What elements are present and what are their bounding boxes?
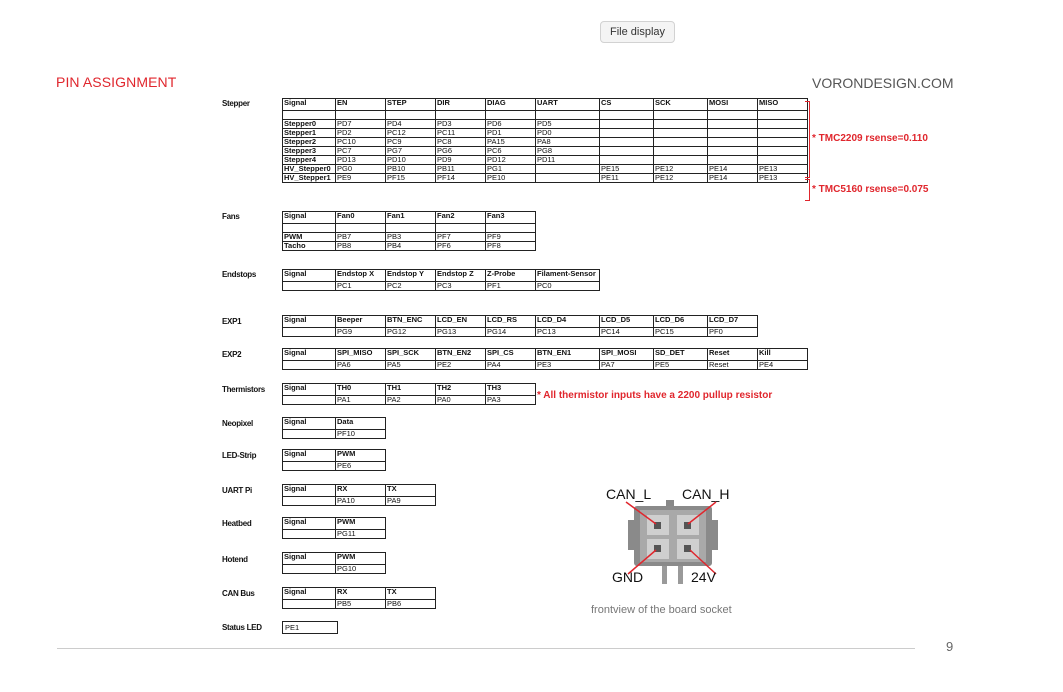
fans-cell: PB8 bbox=[336, 242, 386, 251]
hotend-header-row bbox=[283, 553, 386, 565]
exp2-cell: PA7 bbox=[600, 361, 654, 370]
ledstrip-row bbox=[283, 462, 386, 471]
stepper-cell bbox=[708, 156, 758, 165]
stepper-cell: PD2 bbox=[336, 129, 386, 138]
stepper-cell bbox=[758, 129, 808, 138]
gnd-label: GND bbox=[612, 569, 644, 585]
fans-cell: Tacho bbox=[283, 242, 336, 251]
fans-cell: PF8 bbox=[486, 242, 536, 251]
page-number: 9 bbox=[946, 639, 954, 654]
stepper-cell bbox=[708, 120, 758, 129]
fans-cell: PF7 bbox=[436, 233, 486, 242]
stepper-cell bbox=[708, 138, 758, 147]
exp2-cell: PA4 bbox=[486, 361, 536, 370]
exp1-cell: PG13 bbox=[436, 328, 486, 337]
uartpi-header-cell: Signal bbox=[283, 485, 336, 497]
stepper-cell bbox=[708, 111, 758, 120]
heatbed-row bbox=[283, 530, 386, 539]
stepper-cell bbox=[758, 138, 808, 147]
exp1-header-cell: LCD_D5 bbox=[600, 316, 654, 328]
stepper-cell bbox=[600, 111, 654, 120]
stepper-cell: PF15 bbox=[386, 174, 436, 183]
fans-header-cell: Fan3 bbox=[486, 212, 536, 224]
stepper-cell: PE12 bbox=[654, 165, 708, 174]
statusled-value: PE1 bbox=[282, 621, 338, 634]
thermistors-cell: PA1 bbox=[336, 396, 386, 405]
stepper-cell: PA15 bbox=[486, 138, 536, 147]
stepper-cell: PC7 bbox=[336, 147, 386, 156]
thermistors-header-cell: TH3 bbox=[486, 384, 536, 396]
exp1-header-cell: LCD_D7 bbox=[708, 316, 758, 328]
page-title: PIN ASSIGNMENT bbox=[56, 74, 177, 90]
exp2-row bbox=[283, 361, 808, 370]
exp1-cell: PC15 bbox=[654, 328, 708, 337]
stepper-cell: PE10 bbox=[486, 174, 536, 183]
stepper-label: Stepper bbox=[222, 99, 250, 108]
hotend-label: Hotend bbox=[222, 555, 248, 564]
stepper-cell bbox=[654, 120, 708, 129]
stepper-row bbox=[283, 138, 808, 147]
fans-cell bbox=[436, 224, 486, 233]
endstops-cell: PC3 bbox=[436, 282, 486, 291]
stepper-cell: PD4 bbox=[386, 120, 436, 129]
stepper-cell bbox=[758, 120, 808, 129]
thermistors-cell: PA0 bbox=[436, 396, 486, 405]
stepper-row bbox=[283, 147, 808, 156]
exp1-cell: PF0 bbox=[708, 328, 758, 337]
stepper-cell: PD0 bbox=[536, 129, 600, 138]
stepper-header-row bbox=[283, 99, 808, 111]
stepper-cell: Stepper1 bbox=[283, 129, 336, 138]
canbus-cell bbox=[283, 600, 336, 609]
stepper-header-cell: SCK bbox=[654, 99, 708, 111]
fans-header-cell: Fan2 bbox=[436, 212, 486, 224]
exp1-cell: PG9 bbox=[336, 328, 386, 337]
stepper-cell: PC6 bbox=[486, 147, 536, 156]
thermistors-header-row bbox=[283, 384, 536, 396]
exp1-label: EXP1 bbox=[222, 317, 242, 326]
hotend-header-cell: Signal bbox=[283, 553, 336, 565]
fans-cell: PF9 bbox=[486, 233, 536, 242]
heatbed-header-cell: Signal bbox=[283, 518, 336, 530]
heatbed-header-cell: PWM bbox=[336, 518, 386, 530]
tmc5160-bracket bbox=[805, 179, 810, 201]
endstops-header-cell: Endstop X bbox=[336, 270, 386, 282]
endstops-row bbox=[283, 282, 600, 291]
endstops-header-cell: Z-Probe bbox=[486, 270, 536, 282]
exp2-cell: PE2 bbox=[436, 361, 486, 370]
thermistors-cell: PA3 bbox=[486, 396, 536, 405]
fans-cell bbox=[386, 224, 436, 233]
ledstrip-header-cell: PWM bbox=[336, 450, 386, 462]
endstops-header-cell: Endstop Z bbox=[436, 270, 486, 282]
stepper-cell bbox=[336, 111, 386, 120]
can-connector-diagram bbox=[598, 484, 748, 594]
exp1-cell: PG14 bbox=[486, 328, 536, 337]
stepper-cell bbox=[654, 147, 708, 156]
hotend-cell bbox=[283, 565, 336, 574]
stepper-cell: PA8 bbox=[536, 138, 600, 147]
fans-header-cell: Fan1 bbox=[386, 212, 436, 224]
stepper-cell bbox=[654, 111, 708, 120]
stepper-cell: PE15 bbox=[600, 165, 654, 174]
stepper-cell: Stepper0 bbox=[283, 120, 336, 129]
stepper-table bbox=[282, 98, 808, 183]
stepper-cell: PB11 bbox=[436, 165, 486, 174]
heatbed-cell bbox=[283, 530, 336, 539]
stepper-header-cell: DIAG bbox=[486, 99, 536, 111]
ledstrip-header-row bbox=[283, 450, 386, 462]
thermistors-header-cell: TH1 bbox=[386, 384, 436, 396]
exp1-cell: PC13 bbox=[536, 328, 600, 337]
stepper-cell bbox=[758, 147, 808, 156]
stepper-cell: Stepper2 bbox=[283, 138, 336, 147]
uartpi-table bbox=[282, 484, 436, 506]
heatbed-cell: PG11 bbox=[336, 530, 386, 539]
stepper-row bbox=[283, 120, 808, 129]
fans-cell: PB3 bbox=[386, 233, 436, 242]
stepper-cell bbox=[708, 129, 758, 138]
uartpi-row bbox=[283, 497, 436, 506]
thermistors-header-cell: TH0 bbox=[336, 384, 386, 396]
stepper-cell: HV_Stepper0 bbox=[283, 165, 336, 174]
exp2-header-cell: BTN_EN1 bbox=[536, 349, 600, 361]
neopixel-cell: PF10 bbox=[336, 430, 386, 439]
stepper-cell: PD9 bbox=[436, 156, 486, 165]
canbus-label: CAN Bus bbox=[222, 589, 255, 598]
heatbed-table bbox=[282, 517, 386, 539]
canbus-header-cell: Signal bbox=[283, 588, 336, 600]
thermistors-cell bbox=[283, 396, 336, 405]
exp1-header-cell: Beeper bbox=[336, 316, 386, 328]
exp2-header-cell: SD_DET bbox=[654, 349, 708, 361]
endstops-header-row bbox=[283, 270, 600, 282]
stepper-cell bbox=[758, 111, 808, 120]
uartpi-header-row bbox=[283, 485, 436, 497]
fans-header-cell: Signal bbox=[283, 212, 336, 224]
stepper-header-cell: MOSI bbox=[708, 99, 758, 111]
connector-caption: frontview of the board socket bbox=[591, 604, 732, 616]
stepper-cell bbox=[436, 111, 486, 120]
thermistors-header-cell: Signal bbox=[283, 384, 336, 396]
endstops-cell: PF1 bbox=[486, 282, 536, 291]
endstops-header-cell: Signal bbox=[283, 270, 336, 282]
stepper-cell: PC12 bbox=[386, 129, 436, 138]
stepper-cell bbox=[600, 120, 654, 129]
stepper-cell bbox=[600, 156, 654, 165]
exp1-cell: PC14 bbox=[600, 328, 654, 337]
thermistors-cell: PA2 bbox=[386, 396, 436, 405]
exp1-header-row bbox=[283, 316, 758, 328]
stepper-cell: PD10 bbox=[386, 156, 436, 165]
uartpi-cell: PA10 bbox=[336, 497, 386, 506]
canbus-row bbox=[283, 600, 436, 609]
stepper-header-cell: UART bbox=[536, 99, 600, 111]
site-name: VORONDESIGN.COM bbox=[812, 75, 954, 91]
endstops-header-cell: Endstop Y bbox=[386, 270, 436, 282]
neopixel-row bbox=[283, 430, 386, 439]
stepper-cell bbox=[600, 129, 654, 138]
stepper-cell: PD11 bbox=[536, 156, 600, 165]
neopixel-header-cell: Data bbox=[336, 418, 386, 430]
exp2-header-cell: Kill bbox=[758, 349, 808, 361]
exp1-row bbox=[283, 328, 758, 337]
can-h-label: CAN_H bbox=[682, 486, 730, 502]
fans-row bbox=[283, 233, 536, 242]
stepper-cell: PG7 bbox=[386, 147, 436, 156]
stepper-cell: PD5 bbox=[536, 120, 600, 129]
exp2-cell: PE4 bbox=[758, 361, 808, 370]
stepper-header-cell: EN bbox=[336, 99, 386, 111]
fans-header-row bbox=[283, 212, 536, 224]
ledstrip-cell: PE6 bbox=[336, 462, 386, 471]
exp1-header-cell: LCD_D4 bbox=[536, 316, 600, 328]
tmc2209-bracket bbox=[805, 101, 810, 178]
fans-cell: PF6 bbox=[436, 242, 486, 251]
stepper-cell bbox=[708, 147, 758, 156]
thermistors-table bbox=[282, 383, 536, 405]
stepper-cell: PF14 bbox=[436, 174, 486, 183]
endstops-cell: PC0 bbox=[536, 282, 600, 291]
exp2-header-cell: SPI_CS bbox=[486, 349, 536, 361]
stepper-cell: PD7 bbox=[336, 120, 386, 129]
stepper-cell: PD12 bbox=[486, 156, 536, 165]
exp1-cell: PG12 bbox=[386, 328, 436, 337]
exp1-header-cell: BTN_ENC bbox=[386, 316, 436, 328]
hotend-cell: PG10 bbox=[336, 565, 386, 574]
stepper-cell bbox=[536, 165, 600, 174]
tmc5160-note: * TMC5160 rsense=0.075 bbox=[812, 184, 929, 195]
stepper-cell bbox=[600, 138, 654, 147]
footer-divider bbox=[57, 648, 915, 649]
exp1-header-cell: LCD_RS bbox=[486, 316, 536, 328]
fans-table bbox=[282, 211, 536, 251]
exp2-cell: Reset bbox=[708, 361, 758, 370]
fans-row bbox=[283, 224, 536, 233]
uartpi-cell: PA9 bbox=[386, 497, 436, 506]
endstops-label: Endstops bbox=[222, 270, 257, 279]
stepper-cell: PD3 bbox=[436, 120, 486, 129]
exp2-header-cell: SPI_MISO bbox=[336, 349, 386, 361]
stepper-cell: PD13 bbox=[336, 156, 386, 165]
neopixel-cell bbox=[283, 430, 336, 439]
stepper-cell: PC10 bbox=[336, 138, 386, 147]
stepper-cell: PC8 bbox=[436, 138, 486, 147]
stepper-cell: Stepper3 bbox=[283, 147, 336, 156]
stepper-cell: Stepper4 bbox=[283, 156, 336, 165]
endstops-header-cell: Filament-Sensor bbox=[536, 270, 600, 282]
stepper-cell bbox=[654, 138, 708, 147]
fans-header-cell: Fan0 bbox=[336, 212, 386, 224]
statusled-label: Status LED bbox=[222, 623, 262, 632]
endstops-table bbox=[282, 269, 600, 291]
fans-cell: PB7 bbox=[336, 233, 386, 242]
stepper-cell bbox=[536, 111, 600, 120]
stepper-cell: PE14 bbox=[708, 174, 758, 183]
stepper-cell: PC9 bbox=[386, 138, 436, 147]
exp1-header-cell: LCD_EN bbox=[436, 316, 486, 328]
stepper-row bbox=[283, 111, 808, 120]
stepper-cell bbox=[654, 156, 708, 165]
stepper-cell: PG6 bbox=[436, 147, 486, 156]
fans-label: Fans bbox=[222, 212, 240, 221]
stepper-row bbox=[283, 165, 808, 174]
stepper-cell bbox=[758, 156, 808, 165]
fans-cell: PB4 bbox=[386, 242, 436, 251]
fans-cell bbox=[486, 224, 536, 233]
uartpi-cell bbox=[283, 497, 336, 506]
stepper-cell bbox=[536, 174, 600, 183]
ledstrip-header-cell: Signal bbox=[283, 450, 336, 462]
stepper-header-cell: CS bbox=[600, 99, 654, 111]
stepper-header-cell: DIR bbox=[436, 99, 486, 111]
stepper-cell: PE13 bbox=[758, 165, 808, 174]
exp2-table bbox=[282, 348, 808, 370]
stepper-cell bbox=[386, 111, 436, 120]
exp1-header-cell: Signal bbox=[283, 316, 336, 328]
fans-cell bbox=[283, 224, 336, 233]
stepper-cell: PG8 bbox=[536, 147, 600, 156]
fans-cell: PWM bbox=[283, 233, 336, 242]
stepper-header-cell: Signal bbox=[283, 99, 336, 111]
exp1-cell bbox=[283, 328, 336, 337]
stepper-row bbox=[283, 156, 808, 165]
exp2-cell: PA5 bbox=[386, 361, 436, 370]
thermistors-label: Thermistors bbox=[222, 385, 265, 394]
stepper-cell bbox=[600, 147, 654, 156]
ledstrip-label: LED-Strip bbox=[222, 451, 257, 460]
stepper-cell: PE9 bbox=[336, 174, 386, 183]
neopixel-header-cell: Signal bbox=[283, 418, 336, 430]
exp2-header-cell: Reset bbox=[708, 349, 758, 361]
thermistor-note: * All thermistor inputs have a 2200 pullup resistor bbox=[537, 390, 773, 401]
stepper-cell bbox=[486, 111, 536, 120]
exp2-cell: PA6 bbox=[336, 361, 386, 370]
exp2-cell: PE3 bbox=[536, 361, 600, 370]
neopixel-table bbox=[282, 417, 386, 439]
exp1-header-cell: LCD_D6 bbox=[654, 316, 708, 328]
stepper-header-cell: MISO bbox=[758, 99, 808, 111]
stepper-cell bbox=[283, 111, 336, 120]
fans-cell bbox=[336, 224, 386, 233]
exp2-label: EXP2 bbox=[222, 350, 242, 359]
stepper-cell: PB10 bbox=[386, 165, 436, 174]
stepper-cell: PE11 bbox=[600, 174, 654, 183]
thermistors-row bbox=[283, 396, 536, 405]
ledstrip-cell bbox=[283, 462, 336, 471]
exp2-header-cell: SPI_SCK bbox=[386, 349, 436, 361]
stepper-cell: PC11 bbox=[436, 129, 486, 138]
uartpi-header-cell: TX bbox=[386, 485, 436, 497]
stepper-cell: PD1 bbox=[486, 129, 536, 138]
endstops-cell bbox=[283, 282, 336, 291]
ledstrip-table bbox=[282, 449, 386, 471]
exp2-cell bbox=[283, 361, 336, 370]
canbus-header-cell: TX bbox=[386, 588, 436, 600]
v24-label: 24V bbox=[691, 569, 716, 585]
exp2-header-cell: Signal bbox=[283, 349, 336, 361]
fans-row bbox=[283, 242, 536, 251]
stepper-cell: PE14 bbox=[708, 165, 758, 174]
hotend-header-cell: PWM bbox=[336, 553, 386, 565]
stepper-cell: PE12 bbox=[654, 174, 708, 183]
stepper-cell: PG1 bbox=[486, 165, 536, 174]
uartpi-label: UART Pi bbox=[222, 486, 252, 495]
hotend-row bbox=[283, 565, 386, 574]
stepper-cell: HV_Stepper1 bbox=[283, 174, 336, 183]
endstops-cell: PC2 bbox=[386, 282, 436, 291]
stepper-cell: PE13 bbox=[758, 174, 808, 183]
exp2-header-cell: SPI_MOSI bbox=[600, 349, 654, 361]
canbus-table bbox=[282, 587, 436, 609]
can-l-label: CAN_L bbox=[606, 486, 652, 502]
canbus-header-row bbox=[283, 588, 436, 600]
uartpi-header-cell: RX bbox=[336, 485, 386, 497]
canbus-cell: PB5 bbox=[336, 600, 386, 609]
exp1-table bbox=[282, 315, 758, 337]
heatbed-label: Heatbed bbox=[222, 519, 252, 528]
stepper-cell bbox=[654, 129, 708, 138]
stepper-header-cell: STEP bbox=[386, 99, 436, 111]
stepper-cell: PG0 bbox=[336, 165, 386, 174]
neopixel-label: Neopixel bbox=[222, 419, 253, 428]
canbus-cell: PB6 bbox=[386, 600, 436, 609]
thermistors-header-cell: TH2 bbox=[436, 384, 486, 396]
exp2-header-row bbox=[283, 349, 808, 361]
heatbed-header-row bbox=[283, 518, 386, 530]
neopixel-header-row bbox=[283, 418, 386, 430]
endstops-cell: PC1 bbox=[336, 282, 386, 291]
tmc2209-note: * TMC2209 rsense=0.110 bbox=[812, 133, 928, 144]
canbus-header-cell: RX bbox=[336, 588, 386, 600]
stepper-row bbox=[283, 129, 808, 138]
exp2-header-cell: BTN_EN2 bbox=[436, 349, 486, 361]
exp2-cell: PE5 bbox=[654, 361, 708, 370]
hotend-table bbox=[282, 552, 386, 574]
stepper-row bbox=[283, 174, 808, 183]
stepper-cell: PD6 bbox=[486, 120, 536, 129]
file-display-button[interactable]: File display bbox=[600, 21, 675, 43]
